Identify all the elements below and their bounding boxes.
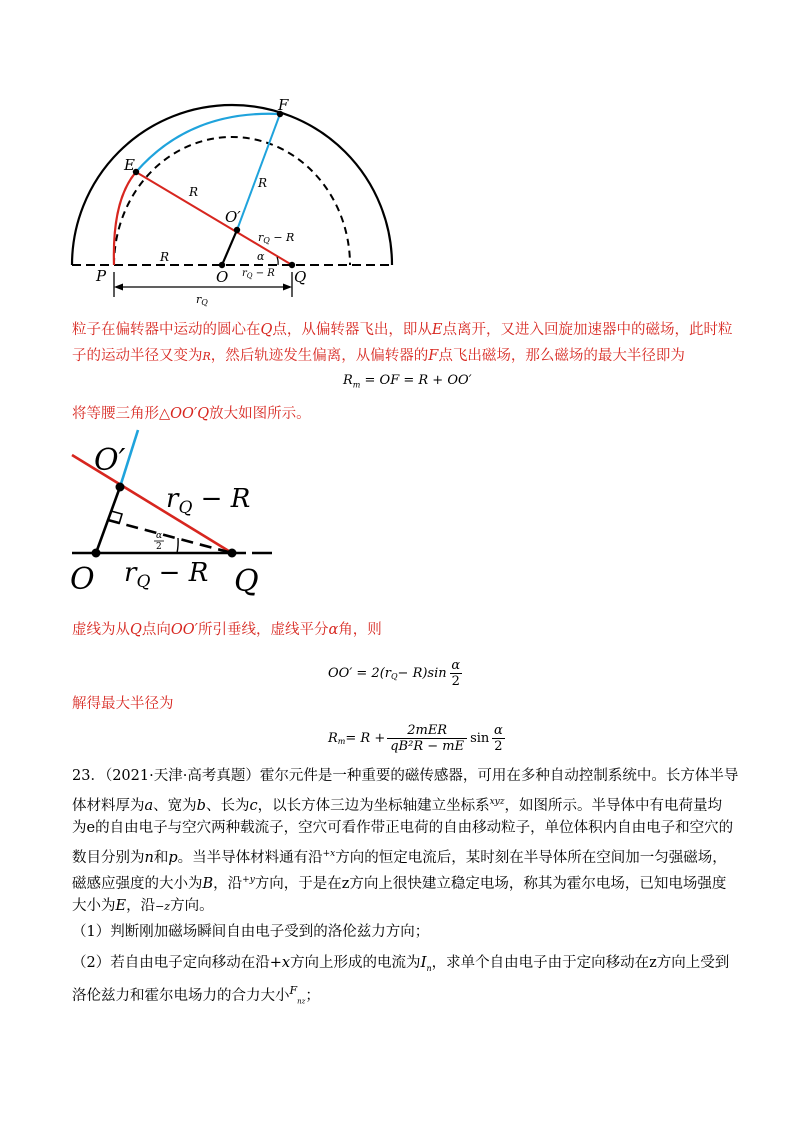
q23-subquestion-1: （1）判断刚加磁场瞬间自由电子受到的洛伦兹力方向； <box>72 924 430 940</box>
q23-line-1: 23．（2021·天津·高考真题）霍尔元件是一种重要的磁传感器，可用在多种自动控制系统中。长方体半导 <box>72 768 739 784</box>
label-rqr-upper: $r_Q - R$ <box>166 484 251 518</box>
para-explanation-1: 粒子在偏转器中运动的圆心在Q点，从偏转器飞出，即从E点离开，又进入回旋加速器中的磁场，此时粒 <box>72 322 733 338</box>
triangle-dashed-bisector <box>108 520 232 553</box>
label-r-upper: R <box>189 185 199 199</box>
equation-rm: $R_m$ = OF = R + OO′ <box>343 373 472 390</box>
label-alpha-half-den: 2 <box>156 542 162 552</box>
label-r-bottom: R <box>160 250 170 264</box>
point-oprime-2 <box>116 483 125 492</box>
q23-line-3: 为e的自由电子与空穴两种载流子，空穴可看作带正电荷的自由移动粒子，单位体积内自由电子和空穴的 <box>72 820 734 836</box>
label-o-2: O <box>70 562 95 597</box>
label-o: O <box>216 268 229 286</box>
red-arc-pe <box>114 172 136 265</box>
q23-subquestion-2-line2: 洛伦兹力和霍尔电场力的合力大小$^F_{nz}$； <box>72 984 320 1006</box>
figure-deflector-geometry <box>0 0 800 310</box>
alpha-arc <box>277 257 278 265</box>
label-oprime: O′ <box>225 208 241 226</box>
blue-line-fo <box>237 114 280 230</box>
inner-dashed-semicircle <box>114 137 350 265</box>
q23-line-4: 数目分别为n和p。当半导体材料通有沿$^{+x}$方向的恒定电流后，某时刻在半导体所在空间加一匀强磁场， <box>72 849 727 866</box>
label-f: F <box>278 96 289 114</box>
label-q: Q <box>294 268 307 286</box>
half-alpha-arc <box>177 538 178 553</box>
label-rqr-lower: $r_Q - R$ <box>124 558 209 592</box>
dim-arrow-right <box>283 284 292 291</box>
para-solve-max-radius: 解得最大半径为 <box>72 696 174 712</box>
q23-line-5: 磁感应强度的大小为B，沿$^{+y}$方向，于是在z方向上很快建立稳定电场，称其为霍尔电场，已知电场强度 <box>72 875 727 892</box>
equation-rm-final: R $_m$ = R + 2mER qB²R − mE sin α 2 <box>328 722 503 754</box>
point-o-2 <box>92 549 101 558</box>
para-enlarge-triangle: 将等腰三角形△OO′Q放大如图所示。 <box>72 406 311 422</box>
dim-arrow-left <box>114 284 123 291</box>
point-oprime <box>234 227 240 233</box>
label-oprime-2: O′ <box>94 443 126 478</box>
para-explanation-1-line2: 子的运动半径又变为R，然后轨迹发生偏离，从偏转器的F点飞出磁场，那么磁场的最大半径即为 <box>72 348 685 364</box>
label-q-2: Q <box>234 564 259 599</box>
label-rq: rQ <box>196 293 208 307</box>
figure-isosceles-triangle <box>0 425 800 615</box>
label-p: P <box>96 267 107 285</box>
equation-oo: OO′ = 2(r $_Q$ − R)sin α 2 <box>328 657 461 689</box>
q23-subquestion-2: （2）若自由电子定向移动在沿+x方向上形成的电流为$I_n$，求单个自由电子由于定向移动在z方向上受到 <box>72 953 730 973</box>
label-e: E <box>124 156 135 174</box>
label-alpha: α <box>257 250 265 263</box>
q23-line-2: 体材料厚为a、宽为b、长为c，以长方体三边为坐标轴建立坐标系$^{xyz}$，如图所示。半导体中有电荷量均 <box>72 797 722 814</box>
label-rq-minus-r-upper: rQ − R <box>258 231 295 245</box>
point-q-2 <box>228 549 237 558</box>
label-r-blue: R <box>258 176 268 190</box>
para-dashed-line: 虚线为从Q点向OO′所引垂线，虚线平分α角，则 <box>72 622 382 638</box>
black-line-oo <box>222 230 237 265</box>
label-alpha-half-num: α <box>156 531 163 541</box>
label-rq-minus-r-lower: $r_Q - R$ <box>242 268 275 280</box>
q23-line-6: 大小为E，沿−z方向。 <box>72 898 214 914</box>
